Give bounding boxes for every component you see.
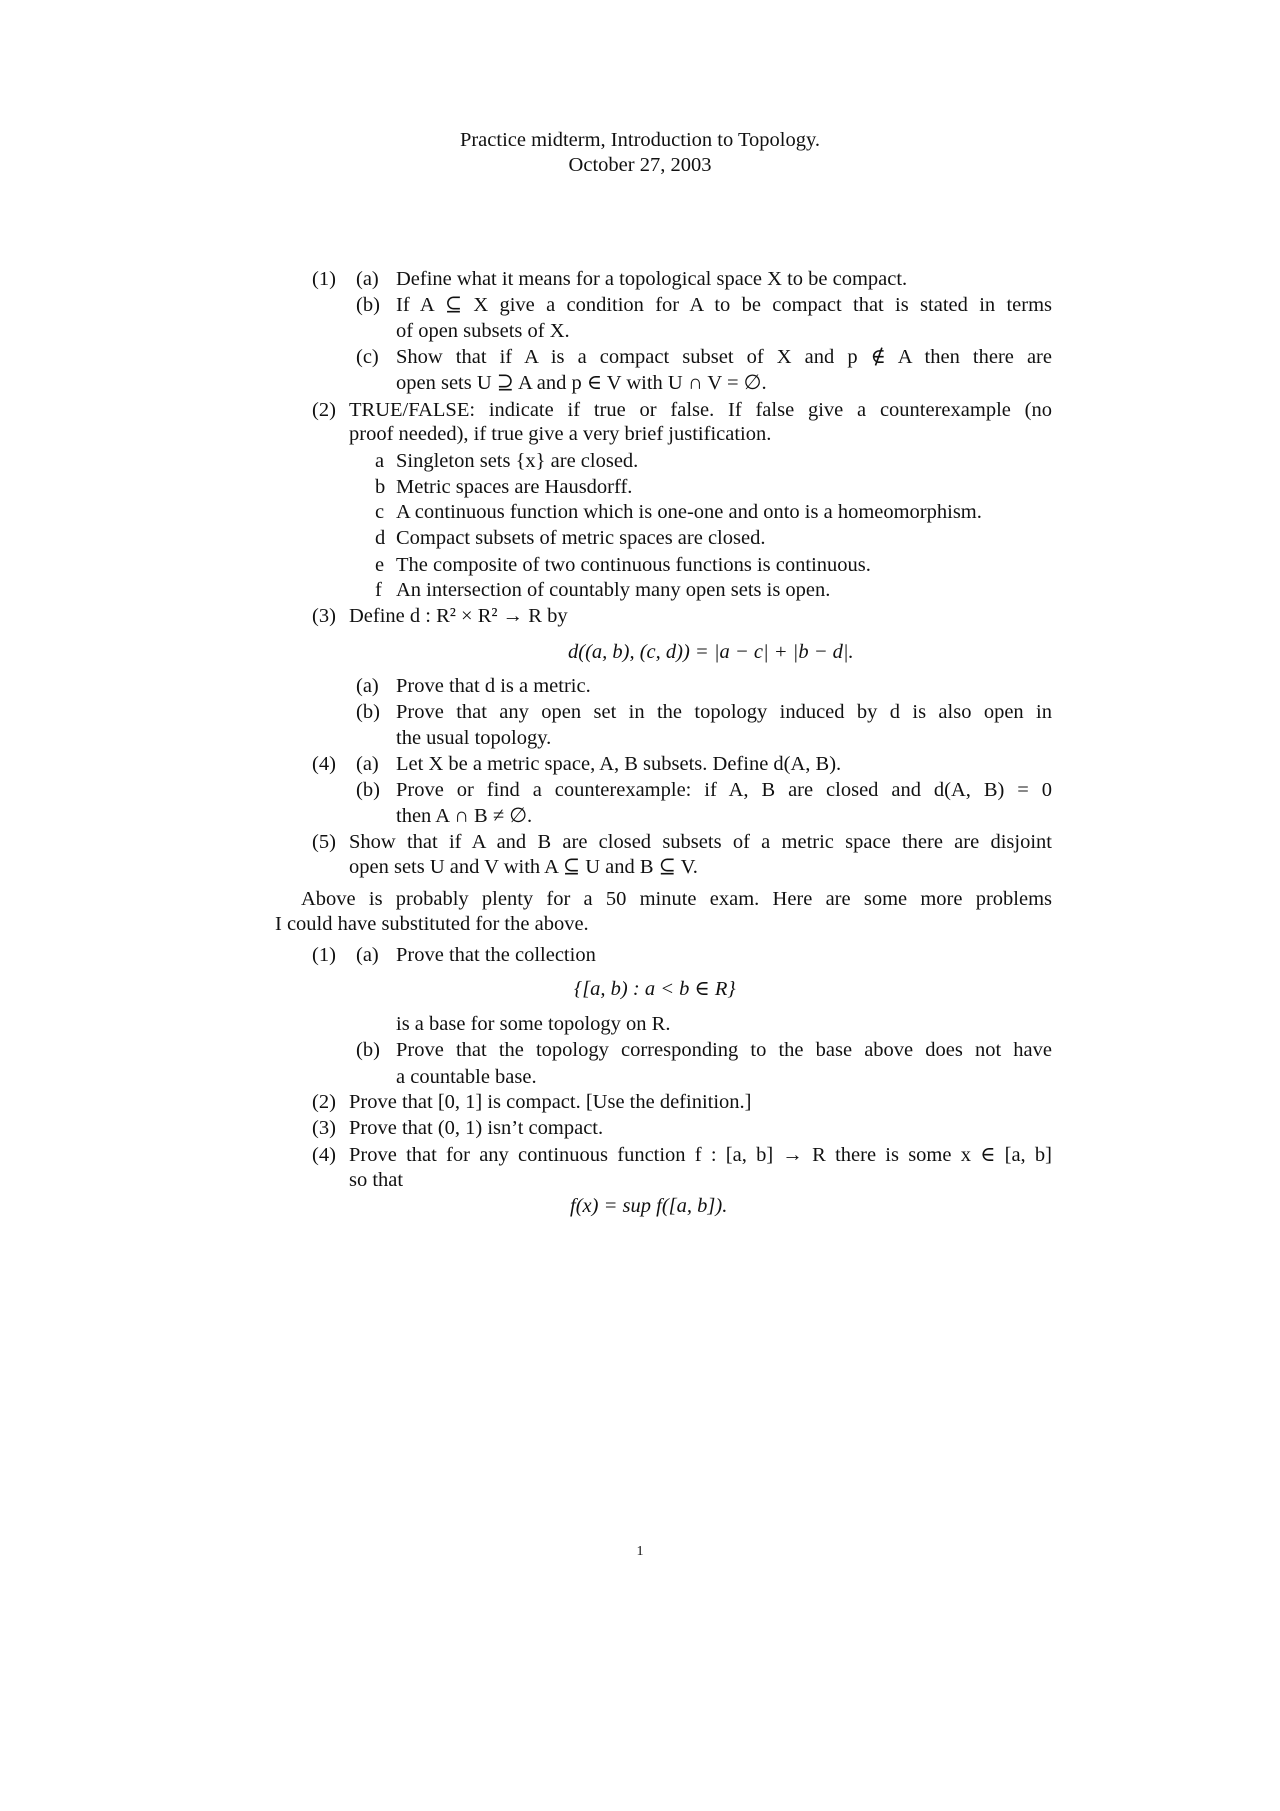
problem-text: a countable base.: [396, 1066, 537, 1088]
problem-label: (3): [312, 605, 336, 627]
problem-text: open sets U ⊇ A and p ∈ V with U ∩ V = ∅.: [396, 372, 767, 394]
problem-label: (1): [312, 944, 336, 966]
problem-text: Define what it means for a topological space X to be compact.: [396, 268, 908, 290]
display-formula: f(x) = sup f([a, b]).: [570, 1195, 728, 1217]
page-number: 1: [636, 1544, 644, 1559]
problem-label: (2): [312, 399, 336, 421]
paragraph-text: I could have substituted for the above.: [275, 913, 589, 935]
item-label: c: [375, 501, 385, 523]
problem-text: so that: [349, 1169, 404, 1191]
problem-label: (4): [312, 753, 336, 775]
part-label: (a): [356, 675, 379, 697]
part-label: (c): [356, 346, 379, 368]
list-item: An intersection of countably many open sets is open.: [396, 579, 831, 601]
problem-label: (1): [312, 268, 336, 290]
item-label: a: [375, 450, 385, 472]
problem-text: Prove that for any continuous function f : [a, b] → R there is some x ∈ [a, b]: [349, 1144, 1052, 1166]
display-formula: {[a, b) : a < b ∈ R}: [574, 978, 736, 1000]
problem-text: the usual topology.: [396, 727, 552, 749]
problem-text: Prove or find a counterexample: if A, B are closed and d(A, B) = 0: [396, 779, 1052, 801]
problem-text: If A ⊆ X give a condition for A to be compact that is stated in terms: [396, 294, 1052, 316]
part-label: (a): [356, 753, 379, 775]
part-label: (b): [356, 1039, 380, 1061]
part-label: (a): [356, 268, 379, 290]
paragraph-text: Above is probably plenty for a 50 minute exam. Here are some more problems: [301, 888, 1052, 910]
list-item: A continuous function which is one-one and onto is a homeomorphism.: [396, 501, 982, 523]
problem-text: Prove that [0, 1] is compact. [Use the definition.]: [349, 1091, 752, 1113]
problem-text: Prove that the topology corresponding to the base above does not have: [396, 1039, 1052, 1061]
problem-label: (4): [312, 1144, 336, 1166]
problem-text: Prove that d is a metric.: [396, 675, 591, 697]
item-label: f: [375, 579, 382, 601]
part-label: (b): [356, 701, 380, 723]
part-label: (b): [356, 779, 380, 801]
part-label: (b): [356, 294, 380, 316]
problem-text: of open subsets of X.: [396, 320, 570, 342]
problem-text: then A ∩ B ≠ ∅.: [396, 805, 533, 827]
problem-text: TRUE/FALSE: indicate if true or false. If false give a counterexample (no: [349, 399, 1052, 421]
problem-text: Prove that any open set in the topology induced by d is also open in: [396, 701, 1052, 723]
list-item: Compact subsets of metric spaces are closed.: [396, 527, 766, 549]
problem-text: Prove that the collection: [396, 944, 596, 966]
list-item: The composite of two continuous functions is continuous.: [396, 554, 871, 576]
problem-text: is a base for some topology on R.: [396, 1013, 671, 1035]
part-label: (a): [356, 944, 379, 966]
document-date: October 27, 2003: [568, 154, 712, 176]
display-formula: d((a, b), (c, d)) = |a − c| + |b − d|.: [568, 641, 854, 663]
problem-text: proof needed), if true give a very brief justification.: [349, 423, 772, 445]
list-item: Metric spaces are Hausdorff.: [396, 476, 633, 498]
problem-text: open sets U and V with A ⊆ U and B ⊆ V.: [349, 856, 698, 878]
problem-text: Prove that (0, 1) isn’t compact.: [349, 1117, 604, 1139]
problem-label: (2): [312, 1091, 336, 1113]
problem-text: Show that if A and B are closed subsets of a metric space there are disjoint: [349, 831, 1052, 853]
problem-label: (3): [312, 1117, 336, 1139]
problem-label: (5): [312, 831, 336, 853]
problem-text: Let X be a metric space, A, B subsets. Define d(A, B).: [396, 753, 842, 775]
item-label: e: [375, 554, 385, 576]
document-title: Practice midterm, Introduction to Topology.: [459, 129, 821, 151]
list-item: Singleton sets {x} are closed.: [396, 450, 639, 472]
problem-text: Define d : R² × R² → R by: [349, 605, 568, 627]
item-label: d: [375, 527, 386, 549]
item-label: b: [375, 476, 386, 498]
problem-text: Show that if A is a compact subset of X and p ∉ A then there are: [396, 346, 1052, 368]
